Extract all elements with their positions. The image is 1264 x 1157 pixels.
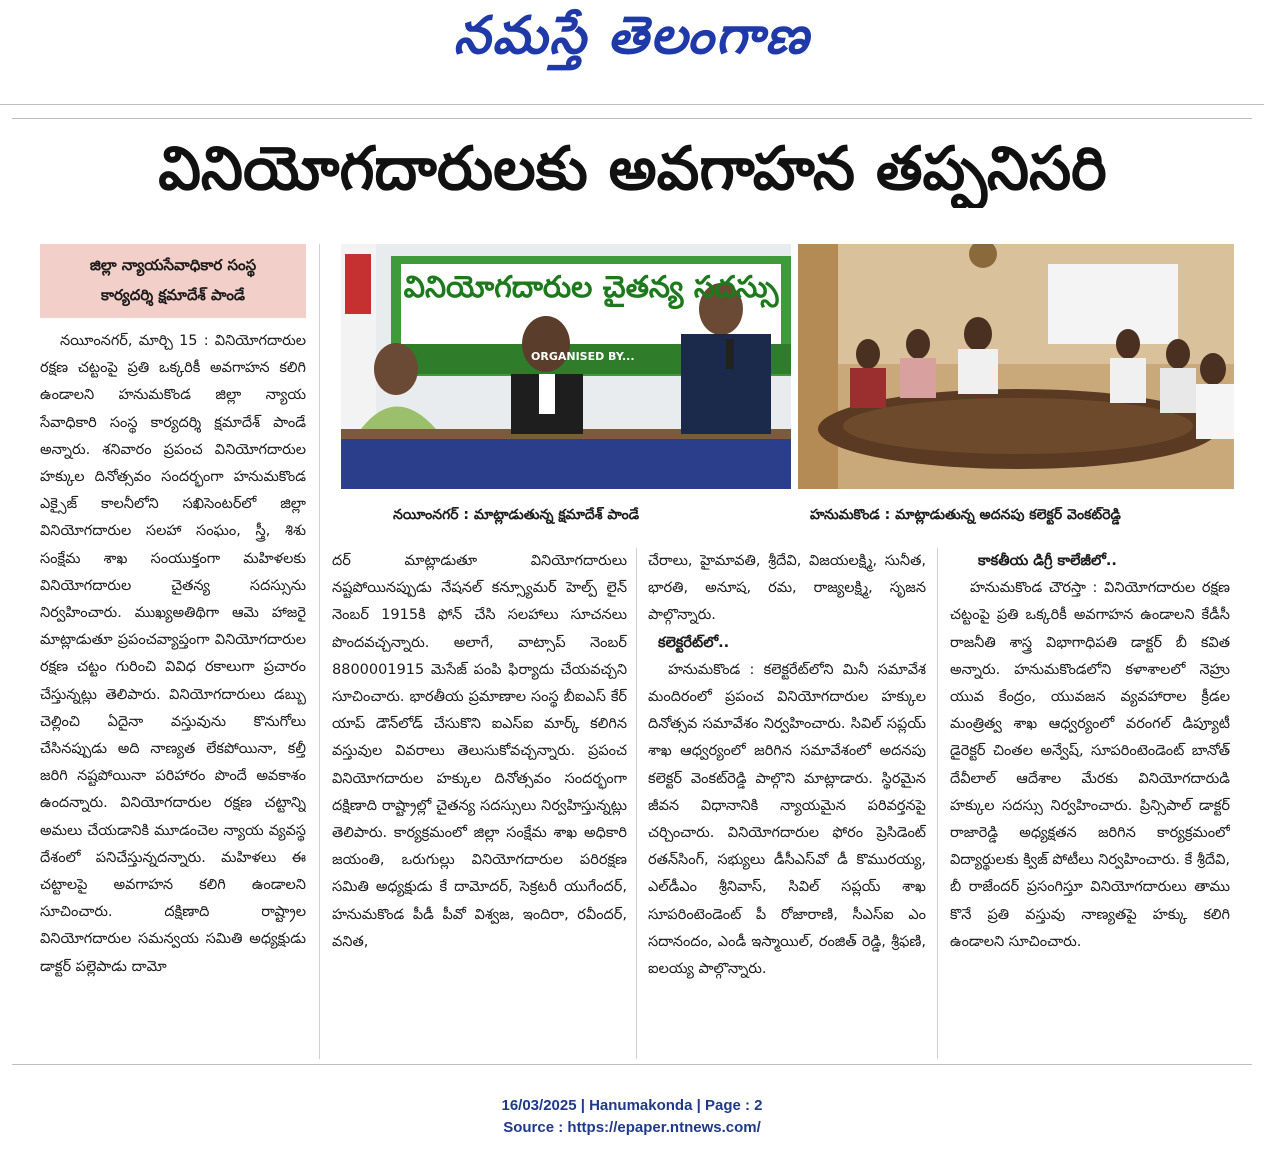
photo-banner-text: వినియోగదారుల చైతన్య సదస్సు xyxy=(403,270,779,305)
article-kicker xyxy=(40,244,306,318)
column-1-text: నయీంనగర్, మార్చి 15 : వినియోగదారుల రక్షణ చట్టంపై ప్రతి ఒక్కరికీ అవగాహన కలిగి ఉండాలని హనుమకొండ జిల్లా న్యాయ సేవాధికారి సంస్థ కార్యదర్శి క్షమాదేశ్ పాండే అన్నారు. శనివారం ప్రపంచ వినియోగదారుల హక్కుల దినోత్సవం సందర్భంగా హనుమకొండ ఎక్సైజ్ కాలనీలోని సఖిసెంటర్‌లో జిల్లా వినియోగదారుల సలహా సంఘం, స్త్రీ, శిశు సంక్షేమ శాఖ సంయుక్తంగా మహిళలకు వినియోగదారుల చైతన్య సదస్సును నిర్వహించారు. ముఖ్యఅతిథిగా ఆమె హాజరై మాట్లాడుతూ ప్రపంచవ్యాప్తంగా వినియోగదారుల రక్షణ చట్టం గురించి వివిధ రకాలుగా ప్రచారం చేస్తున్నట్లు తెలిపారు. వినియోగదారులు డబ్బు చెల్లించి ఏదైనా వస్తువును కొనుగోలు చేసినప్పుడు అది నాణ్యత లేకపోయినా, కల్తీ జరిగి నష్టపోయినా పరిహారం పొందే అవకాశం ఉందన్నారు. వినియోగదారుల రక్షణ చట్టాన్ని అమలు చేయడానికి మూడంచెల న్యాయ వ్యవస్థ దేశంలో పనిచేస్తున్నదన్నారు. మహిళలు ఈ చట్టాలపై అవగాహన కలిగి ఉండాలని సూచించారు. దక్షిణాది రాష్ట్రాల వినియోగదారుల సమన్వయ సమితి అధ్యక్షుడు డాక్టర్ పల్లెపాడు దామో xyxy=(40,333,306,975)
article-headline: వినియోగదారులకు అవగాహన తప్పనిసరి xyxy=(158,134,1107,204)
newspaper-logo: నమస్తే తెలంగాణ xyxy=(453,6,811,66)
photo-banner-small: ORGANISED BY... xyxy=(531,350,635,363)
photo-meeting xyxy=(798,244,1234,489)
article-top-border xyxy=(12,118,1252,119)
article-column-1 xyxy=(40,328,306,1056)
column-3-subhead: కలెక్టరేట్‌లో.. xyxy=(658,634,730,651)
footer-date-edition: 16/03/2025 | Hanumakonda | Page : 2 xyxy=(501,1097,763,1114)
column-4-subhead: కాకతీయ డిగ్రీ కాలేజీలో.. xyxy=(978,553,1117,569)
photo-meeting-illustration xyxy=(798,244,1234,489)
article-column-2 xyxy=(332,548,627,1056)
photo-speakers xyxy=(341,244,791,489)
article-column-4 xyxy=(950,548,1230,1056)
article-column-3 xyxy=(648,548,926,1056)
masthead-divider xyxy=(0,104,1264,105)
article-bottom-border xyxy=(12,1064,1252,1065)
column-divider-3 xyxy=(937,548,938,1059)
column-2-text: దర్ మాట్లాడుతూ వినియోగదారులు నష్టపోయినప్పుడు నేషనల్ కన్స్యూమర్ హెల్ప్ లైన్ నెంబర్ 1915కి ఫోన్ చేసి సలహాలు సూచనలు పొందవచ్చన్నారు. అలాగే, వాట్సాప్ నెంబర్ 8800001915 మెసేజ్ పంపి ఫిర్యాదు చేయవచ్చని సూచించారు. భారతీయ ప్రమాణాల సంస్థ బీఐఎస్ కేర్ యాప్ డౌన్‌లోడ్ చేసుకొని ఐఎస్ఐ మార్క్ కలిగిన వస్తువుల వివరాలు తెలుసుకోవచ్చన్నారు. ప్రపంచ వినియోగదారుల హక్కుల దినోత్సవం సందర్భంగా దక్షిణాది రాష్ట్రాల్లో చైతన్య సదస్సులు నిర్వహిస్తున్నట్లు తెలిపారు. కార్యక్రమంలో జిల్లా సంక్షేమ శాఖ అధికారి జయంతి, ఒరుగుల్లు వినియోగదారుల పరిరక్షణ సమితి అధ్యక్షుడు కే దామోదర్, సెక్రటరీ యుగేందర్, హనుమకొండ పీడీ పీవో విశ్వజ, ఇందిరా, రవీందర్, వనిత, xyxy=(332,553,627,950)
footer-source-link[interactable]: Source : https://epaper.ntnews.com/ xyxy=(503,1119,761,1136)
column-divider-2 xyxy=(636,548,637,1059)
kicker-line-1: జిల్లా న్యాయసేవాధికార సంస్థ xyxy=(89,256,257,274)
column-3-text-b: హనుమకొండ : కలెక్టరేట్‌లోని మినీ సమావేశ మందిరంలో ప్రపంచ వినియోగదారుల హక్కుల దినోత్సవ సమావేశం నిర్వహించారు. సివిల్ సప్లయ్ శాఖ ఆధ్వర్యంలో జరిగిన సమావేశంలో అదనపు కలెక్టర్ వెంకట్‌రెడ్డి పాల్గొని మాట్లాడారు. స్థిరమైన జీవన విధానానికి న్యాయమైన పరివర్తనపై చర్చించారు. వినియోగదారుల ఫోరం ప్రెసిడెంట్ రతన్‌సింగ్, సభ్యులు డీసీఎస్‌వో డీ కొమురయ్య, ఎల్‌డీఎం శ్రీనివాస్, సివిల్ సప్లయ్ శాఖ సూపరింటెండెంట్ పీ రోజారాణి, సీఎస్‌ఐ ఎం సదానందం, ఎండీ ఇస్మాయిల్, రంజిత్ రెడ్డి, శ్రీఫణి, ఐలయ్య పాల్గొన్నారు. xyxy=(648,661,926,978)
column-4-text: హనుమకొండ చౌరస్తా : వినియోగదారుల రక్షణ చట్టంపై ప్రతి ఒక్కరికీ అవగాహన ఉండాలని కేడీసీ రాజనీతి శాస్త్ర విభాగాధిపతి డాక్టర్ బీ కవిత అన్నారు. హనుమకొండలోని కళాశాలలో నెహ్రు యువ కేంద్రం, యువజన వ్యవహారాల క్రీడల మంత్రిత్వ శాఖ ఆధ్వర్యంలో వరంగల్ డిప్యూటీ డైరెక్టర్ చింతల అన్వేష్, సూపరింటెండెంట్ బానోత్ దేవీలాల్ ఆదేశాల మేరకు వినియోగదారుడి హక్కుల సదస్సు నిర్వహించారు. ప్రిన్సిపాల్ డాక్టర్ రాజారెడ్డి అధ్యక్షతన జరిగిన కార్యక్రమంలో విద్యార్థులకు క్విజ్ పోటీలు నిర్వహించారు. కే శ్రీదేవి, బీ రాజేందర్ ప్రసంగిస్తూ వినియోగదారులు తాము కొనే ప్రతి వస్తువు నాణ్యతపై హక్కు కలిగి ఉండాలని సూచించారు. xyxy=(950,580,1230,950)
column-divider-1 xyxy=(319,244,320,1059)
masthead xyxy=(0,0,1264,100)
kicker-line-2: కార్యదర్శి క్షమాదేశ్ పాండే xyxy=(100,286,246,304)
photo-caption-1: నయీంనగర్ : మాట్లాడుతున్న క్షమాదేశ్ పాండే xyxy=(393,507,640,523)
photo-caption-2: హనుమకొండ : మాట్లాడుతున్న అదనపు కలెక్టర్ వెంకట్‌రెడ్డి xyxy=(810,507,1121,523)
column-3-text-a: చేరాలు, హైమావతి, శ్రీదేవి, విజయలక్ష్మి, సునీత, భారతి, అనూష, రమ, రాజ్యలక్ష్మి, సృజన పాల్గొన్నారు. xyxy=(648,553,926,624)
